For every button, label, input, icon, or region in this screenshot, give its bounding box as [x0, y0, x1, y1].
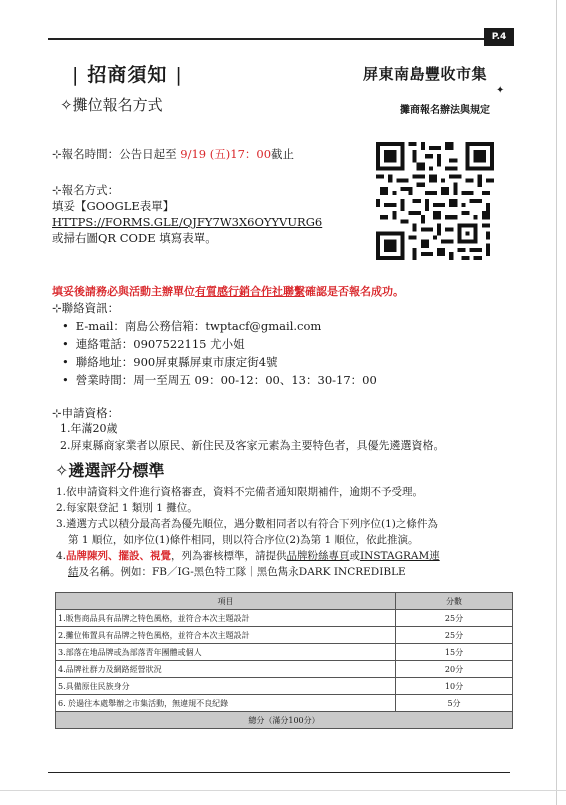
- row-score: 10分: [396, 678, 513, 695]
- table-row: [56, 610, 513, 627]
- registration-time: [52, 145, 294, 163]
- contact-phone: [62, 335, 377, 353]
- registration-method-line3: 或掃右圖QR CODE 填寫表單。: [52, 231, 217, 245]
- row-item: 1.販售商品具有品牌之特色風格，並符合本次主題設計: [56, 610, 396, 627]
- contact-address-text: 聯絡地址：900屏東縣屏東市康定街4號: [75, 355, 278, 369]
- page-edge-bottom: [0, 790, 566, 791]
- criteria-item-4-or: 或: [349, 550, 361, 562]
- notice-after: 確認是否報名成功。: [305, 285, 404, 298]
- selection-criteria: [56, 484, 526, 580]
- instagram-mention: INSTAGRAM連: [360, 550, 440, 562]
- page-title-text: 招商須知: [87, 64, 168, 86]
- row-score: 5分: [396, 695, 513, 712]
- total-score: 總分（滿分100分）: [56, 712, 513, 729]
- criteria-item-1: 1.依申請資料文件進行資格審查，資料不完備者通知限期補件，逾期不予受理。: [56, 486, 424, 498]
- notice-organizer: 有質感行銷合作社聯繫: [195, 285, 305, 298]
- market-name: 屏東南島豐收市集: [363, 65, 488, 83]
- criteria-item-4-num: 4.: [56, 550, 67, 562]
- top-divider: [48, 38, 510, 40]
- contact-phone-text: 連絡電話：0907522115 尤小姐: [75, 337, 245, 351]
- header-score: 分數: [396, 593, 513, 610]
- table-row: [56, 627, 513, 644]
- eligibility-item-priority: 2.屏東縣商家業者以原民、新住民及客家元素為主要特色者，具優先遴選資格。: [60, 439, 445, 452]
- title-bar-right: |: [175, 64, 183, 86]
- google-form-link[interactable]: HTTPS://FORMS.GLE/QJFY7W3X6OYYVURG6: [52, 215, 323, 229]
- score-table: [55, 592, 513, 729]
- contact-hours: [62, 371, 377, 389]
- confirmation-notice: [52, 283, 404, 299]
- link-mention: 結: [68, 566, 79, 578]
- fanpage-mention: 品牌粉絲專頁: [286, 550, 350, 562]
- registration-time-suffix: 截止: [271, 147, 295, 161]
- registration-deadline: 9/19 (五)17：00: [180, 147, 272, 161]
- contact-list: [62, 317, 377, 389]
- row-score: 25分: [396, 627, 513, 644]
- eligibility-label: ⊹申請資格：: [52, 406, 120, 420]
- row-item: 5.具備原住民族身分: [56, 678, 396, 695]
- registration-method-line1: 填妥【GOOGLE表單】: [52, 199, 175, 213]
- criteria-item-3-cont: 第 1 順位，如序位(1)條件相同，則以符合序位(2)為第 1 順位，依此推演。: [68, 534, 419, 546]
- row-item: 3.部落在地品牌或為部落青年團體或個人: [56, 644, 396, 661]
- rules-subtitle: 攤商報名辦法與規定: [400, 105, 490, 116]
- sparkle-icon: ✦: [496, 85, 505, 96]
- table-row: [56, 695, 513, 712]
- table-row: [56, 678, 513, 695]
- score-table-total: [56, 712, 513, 729]
- section-subtitle: ✧攤位報名方式: [60, 96, 163, 114]
- eligibility-item-age: 1.年滿20歲: [60, 422, 118, 435]
- table-row: [56, 644, 513, 661]
- row-score: 15分: [396, 644, 513, 661]
- row-score: 25分: [396, 610, 513, 627]
- contact-label: ⊹聯絡資訊：: [52, 301, 120, 315]
- registration-method-label: ⊹報名方式：: [52, 183, 120, 197]
- selection-heading: ✧遴選評分標準: [55, 461, 165, 480]
- criteria-item-4-example: 及名稱。例如：FB／IG-黑色特工隊｜黑色雋永DARK INCREDIBLE: [78, 566, 406, 578]
- page-number-badge: P.4: [484, 28, 514, 46]
- row-item: 4.品牌社群力及網路經營狀況: [56, 661, 396, 678]
- criteria-item-4-mid: ，列為審核標準，請提供: [171, 550, 287, 562]
- criteria-item-4-highlight: 品牌陳列、擺設、視覺: [66, 550, 172, 562]
- contact-email: [62, 317, 377, 335]
- header-item: 項目: [56, 593, 396, 610]
- criteria-item-2: 2.每家限登記 1 類別 1 攤位。: [56, 502, 198, 514]
- table-row: [56, 661, 513, 678]
- contact-hours-text: 營業時間：周一至周五 09：00-12：00、13：30-17：00: [75, 373, 377, 387]
- page-edge: [556, 0, 557, 805]
- score-table-header: [56, 593, 513, 610]
- criteria-item-4: [56, 548, 526, 564]
- row-item: 2.攤位佈置具有品牌之特色風格，並符合本次主題設計: [56, 627, 396, 644]
- qr-code-image[interactable]: [376, 140, 494, 262]
- title-bar-left: |: [72, 64, 80, 86]
- criteria-item-4-cont: [56, 564, 526, 580]
- row-score: 20分: [396, 661, 513, 678]
- notice-before: 填妥後請務必與活動主辦單位: [52, 285, 195, 298]
- criteria-item-3: 3.遴選方式以積分最高者為優先順位，遇分數相同者以有符合下列序位(1)之條件為: [56, 518, 438, 530]
- contact-address: [62, 353, 377, 371]
- row-item: 6. 於過往本處舉辦之市集活動，無違規不良紀錄: [56, 695, 396, 712]
- contact-email-text: E-mail：南島公務信箱：twptacf@gmail.com: [75, 319, 322, 333]
- page-title: [64, 60, 191, 87]
- registration-time-label: ⊹報名時間：公告日起至: [52, 147, 181, 161]
- bottom-divider: [48, 772, 510, 773]
